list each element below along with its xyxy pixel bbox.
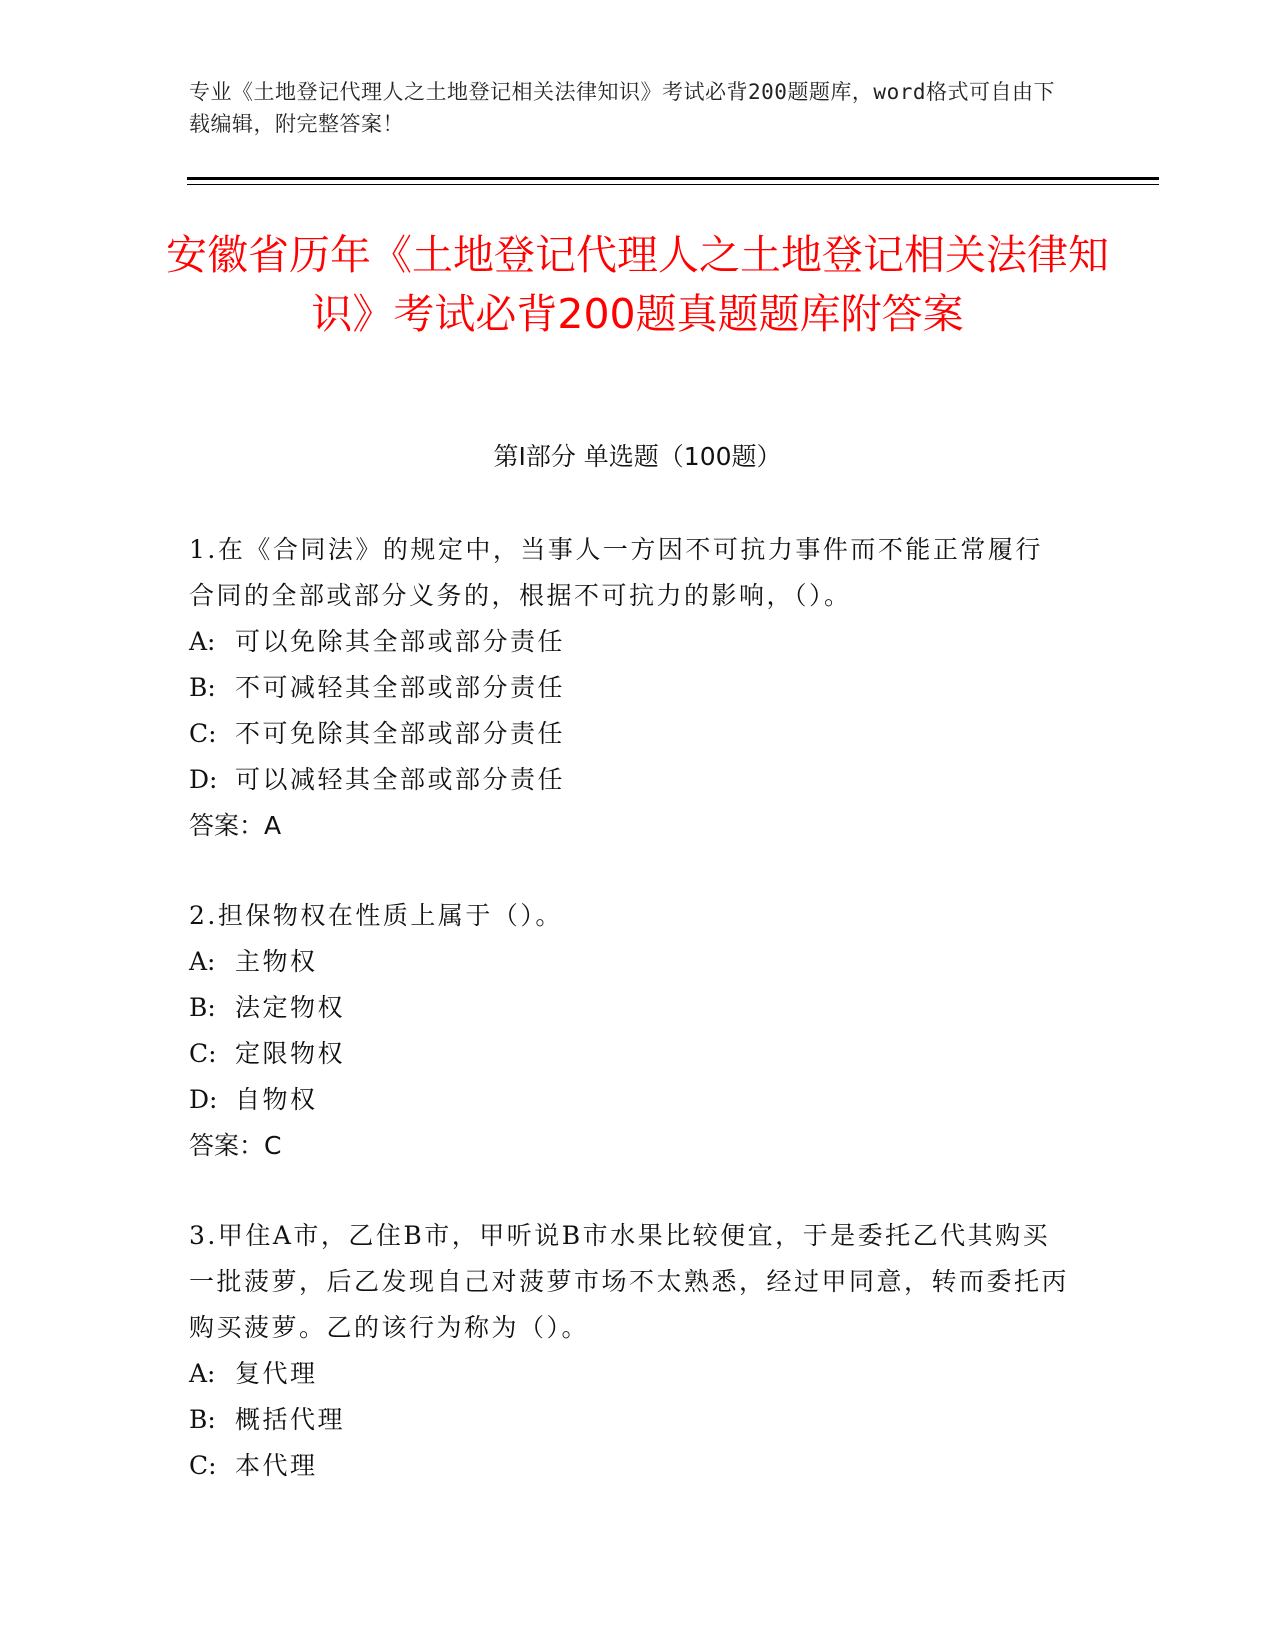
option-key: B: — [189, 1405, 216, 1434]
option-text: 本代理 — [235, 1451, 318, 1480]
header-rule-thin — [187, 184, 1159, 185]
question-stem: 3.甲住A市，乙住B市，甲听说B市水果比较便宜，于是委托乙代其购买一批菠萝，后乙发现自己对菠萝市场不太熟悉，经过甲同意，转而委托丙购买菠萝。乙的该行为称为（）。 — [189, 1221, 1070, 1342]
question-3 — [189, 1213, 1069, 1489]
question-stem: 2.担保物权在性质上属于（）。 — [189, 901, 563, 930]
option-text: 不可减轻其全部或部分责任 — [235, 673, 566, 702]
option-text: 概括代理 — [235, 1405, 346, 1434]
document-title: 安徽省历年《土地登记代理人之土地登记相关法律知识》考试必背200题真题题库附答案 — [166, 231, 1109, 338]
option-text: 主物权 — [235, 947, 318, 976]
option-d — [189, 1077, 1069, 1123]
option-key: A: — [189, 627, 216, 656]
option-c — [189, 1031, 1069, 1077]
section-title: 第I部分 单选题（100题） — [493, 442, 782, 471]
option-text: 可以减轻其全部或部分责任 — [235, 765, 566, 794]
option-d — [189, 757, 1069, 803]
option-key: A: — [189, 1359, 216, 1388]
option-a — [189, 619, 1069, 665]
option-key: C: — [189, 1039, 217, 1068]
option-key: B: — [189, 673, 216, 702]
answer-line: 答案：C — [189, 1131, 282, 1160]
option-a — [189, 1351, 1069, 1397]
question-stem: 1.在《合同法》的规定中，当事人一方因不可抗力事件而不能正常履行合同的全部或部分义务的，根据不可抗力的影响，（）。 — [189, 535, 1043, 610]
option-key: C: — [189, 1451, 217, 1480]
option-key: C: — [189, 719, 217, 748]
option-text: 定限物权 — [235, 1039, 346, 1068]
question-list — [189, 527, 1069, 1533]
option-key: D: — [189, 765, 218, 794]
option-text: 不可免除其全部或部分责任 — [235, 719, 566, 748]
option-key: D: — [189, 1085, 218, 1114]
question-1 — [189, 527, 1069, 849]
option-b — [189, 1397, 1069, 1443]
option-key: A: — [189, 947, 216, 976]
question-2 — [189, 893, 1069, 1169]
header-note: 专业《土地登记代理人之土地登记相关法律知识》考试必背200题题库，word格式可自由下载编辑，附完整答案！ — [189, 80, 1055, 136]
option-c — [189, 1443, 1069, 1489]
option-text: 法定物权 — [235, 993, 346, 1022]
option-b — [189, 985, 1069, 1031]
option-text: 复代理 — [235, 1359, 318, 1388]
answer-line: 答案：A — [189, 811, 282, 840]
option-text: 可以免除其全部或部分责任 — [235, 627, 566, 656]
option-text: 自物权 — [235, 1085, 318, 1114]
header-rule-thick — [187, 177, 1159, 180]
option-key: B: — [189, 993, 216, 1022]
option-c — [189, 711, 1069, 757]
option-a — [189, 939, 1069, 985]
option-b — [189, 665, 1069, 711]
